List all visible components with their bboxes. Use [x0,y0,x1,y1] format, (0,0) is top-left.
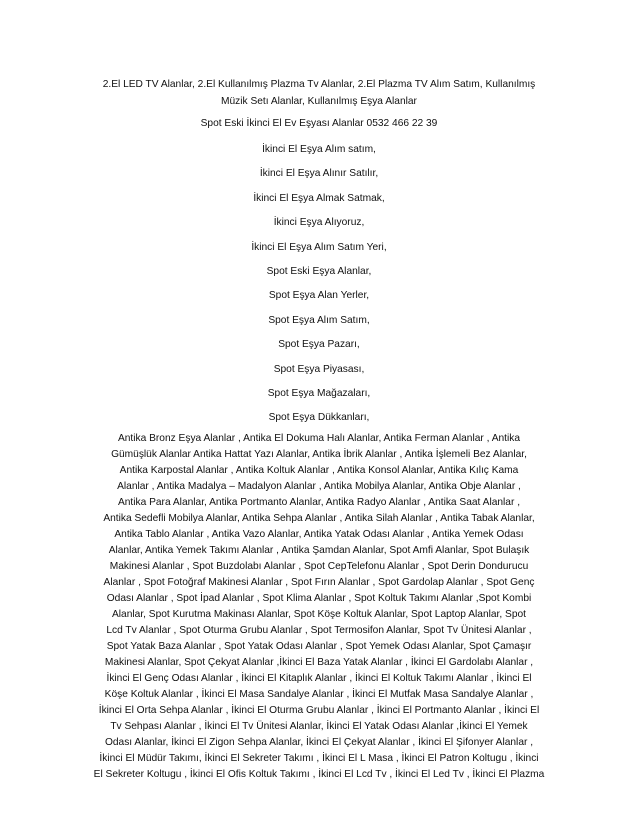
paragraph-line: İkinci El Orta Sehpa Alanlar , İkinci El Oturma Grubu Alanlar , İkinci El Portmanto Alanlar , İkinci El [98,705,540,716]
paragraph-line: Odası Alanlar , Spot İpad Alanlar , Spot Klima Alanlar , Spot Koltuk Takımı Alanlar ,Spot Kombi [106,593,532,604]
paragraph-line: Odası Alanlar, İkinci El Zigon Sehpa Alanlar, İkinci El Çekyat Alanlar , İkinci El Şifonyer Alanlar , [104,737,534,748]
heading-line: 2.El LED TV Alanlar, 2.El Kullanılmış Plazma Tv Alanlar, 2.El Plazma TV Alım Satım, Kullanılmış [102,79,536,90]
paragraph-line: Makinesi Alanlar , Spot Buzdolabı Alanlar , Spot CepTelefonu Alanlar , Spot Derin Dondurucu [109,561,529,572]
paragraph-line: Gümüşlük Alanlar Antika Hattat Yazı Alanlar, Antika İbrik Alanlar , Antika İşlemeli Bez Alanlar, [111,449,527,460]
paragraph-line: İkinci El Müdür Takımı, İkinci El Sekreter Takımı , İkinci El L Masa , İkinci El Patron Koltugu , İkinci [99,753,539,764]
paragraph-line: Antika Tablo Alanlar , Antika Vazo Alanlar, Antika Yatak Odası Alanlar , Antika Yemek Odası [114,529,524,540]
keyword-line: Spot Eşya Mağazaları, [267,387,371,399]
keyword-line: İkinci El Eşya Alım Satım Yeri, [251,241,387,253]
keyword-line: Spot Eşya Piyasası, [273,363,365,375]
keyword-line: İkinci Eşya Alıyoruz, [273,217,365,229]
paragraph-line: Köşe Koltuk Alanlar , İkinci El Masa Sandalye Alanlar , İkinci El Mutfak Masa Sandalye Alanlar , [104,689,534,700]
paragraph-line: Antika Karpostal Alanlar , Antika Koltuk Alanlar , Antika Konsol Alanlar, Antika Kılıç Kama [119,465,519,476]
keyword-line: Spot Eşya Dükkanları, [268,412,370,424]
document-heading [96,76,542,110]
heading-line: Müzik Setı Alanlar, Kullanılmış Eşya Alanlar [221,96,417,107]
paragraph-line: Lcd Tv Alanlar , Spot Oturma Grubu Alanlar , Spot Termosifon Alanlar, Spot Tv Ünitesi Alanlar , [106,625,532,636]
keyword-line: İkinci El Eşya Almak Satmak, [253,192,385,204]
paragraph-line: Alanlar , Antika Madalya – Madalyon Alanlar , Antika Mobilya Alanlar, Antika Obje Alanlar , [117,481,521,492]
keyword-list [0,143,638,436]
keyword-line: Spot Eski Eşya Alanlar, [266,265,372,277]
keyword-line: İkinci El Eşya Alım satım, [262,144,376,155]
paragraph-line: Alanlar , Spot Fotoğraf Makinesi Alanlar , Spot Fırın Alanlar , Spot Gardolap Alanlar , Spot Genç [103,577,535,588]
paragraph-line: Tv Sehpası Alanlar , İkinci El Tv Ünitesi Alanlar, İkinci El Yatak Odası Alanlar ,İkinci El Yemek [110,721,528,732]
paragraph-line: Spot Yatak Baza Alanlar , Spot Yatak Odası Alanlar , Spot Yemek Odası Alanlar, Spot Çamaşır [106,641,532,652]
paragraph-line: Alanlar, Spot Kurutma Makinası Alanlar, Spot Köşe Koltuk Alanlar, Spot Laptop Alanlar, Spot [112,609,526,620]
paragraph-line: İkinci El Genç Odası Alanlar , İkinci El Kitaplık Alanlar , İkinci El Koltuk Takımı Alanlar , İkinci El [106,673,532,684]
paragraph-line: El Sekreter Koltugu , İkinci El Ofis Koltuk Takımı , İkinci El Lcd Tv , İkinci El Led Tv , İkinci El Plazma [93,769,545,780]
keyword-line: Spot Eşya Alan Yerler, [268,290,370,302]
keyword-line: Spot Eşya Pazarı, [278,339,360,351]
keyword-line: İkinci El Eşya Alınır Satılır, [259,168,379,180]
paragraph-line: Makinesi Alanlar, Spot Çekyat Alanlar ,İkinci El Baza Yatak Alanlar , İkinci El Gardolabı Alanlar , [104,657,534,668]
contact-line: Spot Eski İkinci El Ev Eşyası Alanlar 0532 466 22 39 [200,118,438,129]
paragraph-line: Alanlar, Antika Yemek Takımı Alanlar , Antika Şamdan Alanlar, Spot Amfi Alanlar, Spot Bulaşık [108,545,530,556]
paragraph-line: Antika Para Alanlar, Antika Portmanto Alanlar, Antika Radyo Alanlar , Antika Saat Alanlar , [117,497,521,508]
paragraph-line: Antika Sedefli Mobilya Alanlar, Antika Sehpa Alanlar , Antika Silah Alanlar , Antika Tabak Alanlar, [103,513,535,524]
keyword-line: Spot Eşya Alım Satım, [268,314,370,326]
keyword-paragraph [88,431,550,783]
paragraph-line: Antika Bronz Eşya Alanlar , Antika El Dokuma Halı Alanlar, Antika Ferman Alanlar , Antika [117,433,521,444]
